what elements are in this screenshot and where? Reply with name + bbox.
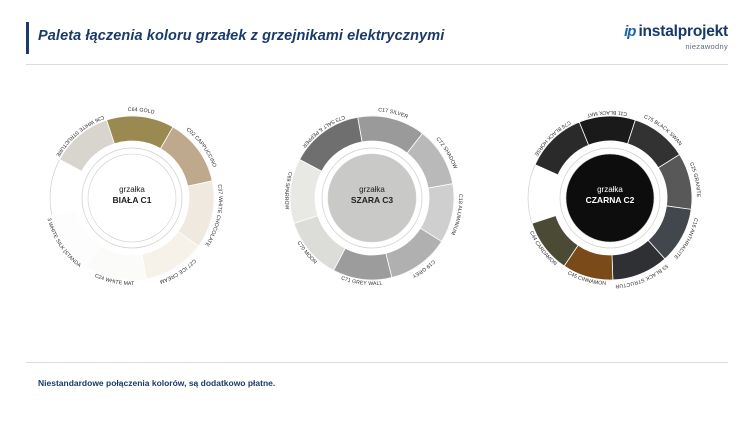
wheel-center-disc xyxy=(88,154,176,242)
logo-tagline: niezawodny xyxy=(685,41,728,51)
title-accent-bar xyxy=(26,22,29,54)
segment-label: C70 MOON xyxy=(295,240,318,266)
wheel-center-line2: SZARA C3 xyxy=(350,195,394,205)
wheel-center-line1: grzałka xyxy=(359,185,385,194)
segment-label: C69 SPARROW xyxy=(282,170,293,210)
wheel-center-line2: CZARNA C2 xyxy=(585,195,635,205)
segment-label: C16 ANTHRACITE xyxy=(672,217,699,260)
divider-bottom xyxy=(26,362,728,363)
footnote-text: Niestandardowe połączenia kolorów, są dodatkowo płatne. xyxy=(38,378,276,388)
wheel-segment[interactable] xyxy=(579,116,635,145)
page-title: Paleta łączenia koloru grzałek z grzejnikami elektrycznymi xyxy=(38,28,445,44)
segment-label: C24 WHITE MAT xyxy=(93,272,135,288)
logo-wordmark: instalprojekt xyxy=(638,23,728,40)
brand-logo xyxy=(624,24,728,50)
segment-label: C27 ICE CREAM xyxy=(158,257,197,285)
wheel-center-line1: grzałka xyxy=(119,185,145,194)
segment-label: C18 ALUMINIUM xyxy=(449,193,464,236)
segment-label: C02 CAPPUCCINO xyxy=(184,126,218,169)
wheel-center-disc xyxy=(566,154,654,242)
segment-label: C44 CARDAMON xyxy=(528,230,558,268)
segment-label: C19 GREY xyxy=(410,258,437,279)
segment-label: C73 SALT & PEPPER xyxy=(300,113,346,149)
wheel-center-disc xyxy=(328,154,416,242)
segment-label: C53 BLACK STRUCTURE xyxy=(488,74,669,289)
segment-label: C45 CINNAMON xyxy=(566,270,607,287)
color-wheel-white xyxy=(10,74,252,318)
segment-label: C72 SHADOW xyxy=(434,136,458,170)
wheel-center-line2: BIAŁA C1 xyxy=(112,195,152,205)
segment-label: C25 GRANITE xyxy=(687,161,702,198)
segment-label: C75 BLACK SWAN xyxy=(642,114,683,148)
wheel-graphic xyxy=(488,74,730,318)
wheel-graphic xyxy=(10,74,252,318)
wheel-graphic xyxy=(252,78,492,318)
segment-label: C17 SILVER xyxy=(377,107,409,121)
segment-label: C71 GREY WALL xyxy=(340,275,383,288)
segment-label: C76 BLACK HORSE xyxy=(532,119,572,157)
segment-label: C33 WHITE SILK [STANDARD] xyxy=(10,74,82,269)
divider-top xyxy=(26,64,728,65)
segment-label: C37 WHITE CHOCOLATE xyxy=(203,184,224,248)
color-wheel-black xyxy=(488,74,730,318)
wheel-center-line1: grzałka xyxy=(597,185,623,194)
logo-mark-icon: ip xyxy=(624,23,636,41)
segment-label: C11 BLACK MAT xyxy=(586,108,628,119)
color-wheel-grey xyxy=(252,78,492,318)
segment-label: C36 WHITE STRUCTURE xyxy=(54,113,105,158)
segment-label: C64 GOLD xyxy=(127,106,156,116)
